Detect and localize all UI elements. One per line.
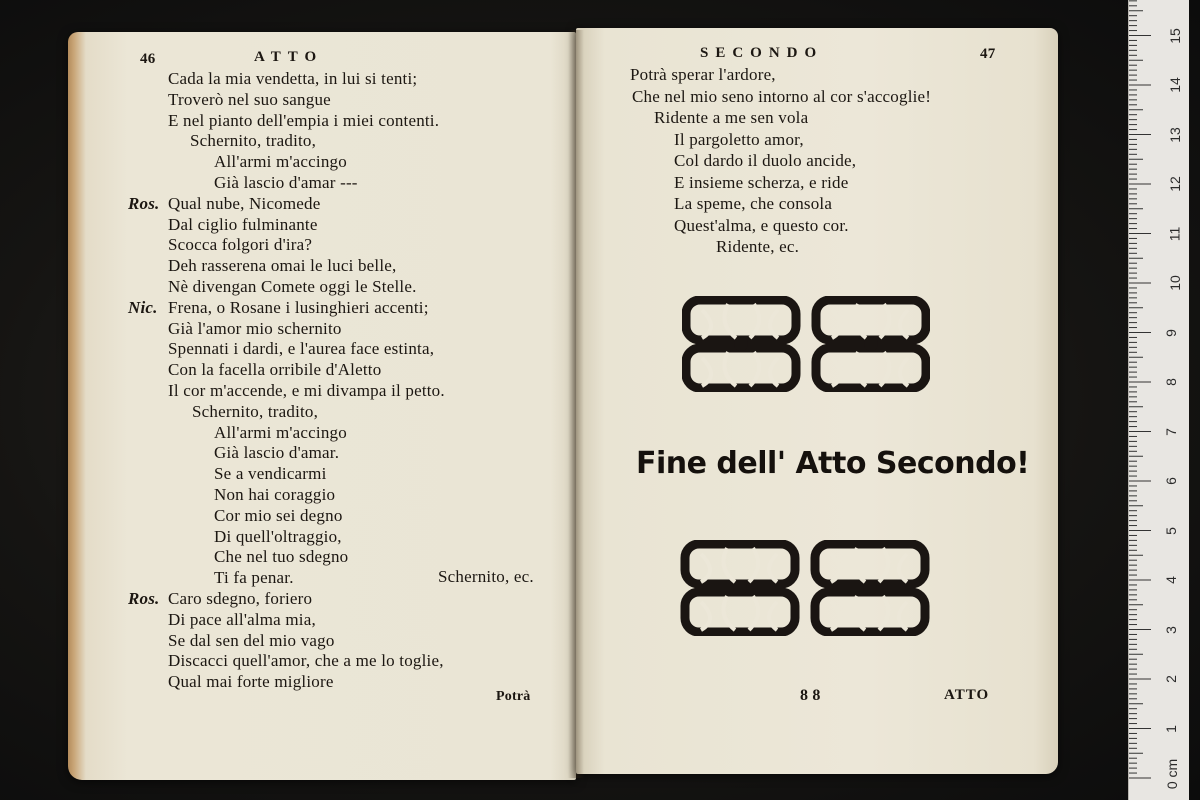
verse-line: Schernito, tradito, bbox=[192, 401, 319, 421]
verse-line: Il cor m'accende, e mi divampa il petto. bbox=[168, 381, 445, 400]
verse-line: Ridente, ec. bbox=[716, 237, 800, 256]
ruler-number: 4 bbox=[1162, 576, 1179, 584]
ruler-number: 11 bbox=[1166, 226, 1183, 241]
ruler-number: 10 bbox=[1166, 275, 1183, 291]
verse-line: Con la facella orribile d'Aletto bbox=[168, 360, 382, 380]
verse-line: Nè divengan Comete oggi le Stelle. bbox=[168, 277, 417, 296]
ruler-number: 7 bbox=[1162, 427, 1179, 436]
left-catchword: Potrà bbox=[496, 689, 531, 704]
verse-line: Cor mio sei degno bbox=[214, 505, 343, 525]
ruler-number: 14 bbox=[1166, 77, 1183, 93]
verse-line: Già lascio d'amar --- bbox=[214, 173, 358, 192]
verse-line: Dal ciglio fulminante bbox=[168, 214, 318, 234]
verse-line: Deh rasserena omai le luci belle, bbox=[168, 256, 397, 276]
verse-line: Ridente a me sen vola bbox=[654, 108, 809, 127]
right-running-head: SECONDO bbox=[700, 45, 824, 61]
verse-line: E insieme scherza, e ride bbox=[674, 172, 849, 192]
verse-line: Scocca folgori d'ira? bbox=[168, 235, 313, 255]
verse-line: Frena, o Rosane i lusinghieri accenti; bbox=[168, 297, 429, 317]
ruler-number: 5 bbox=[1162, 526, 1179, 535]
verse-line: Discacci quell'amor, che a me lo toglie, bbox=[168, 651, 444, 671]
speaker-label: Nic. bbox=[128, 297, 158, 317]
verse-line: Quest'alma, e questo cor. bbox=[674, 215, 849, 235]
ruler-unit-label: 0 cm bbox=[1164, 758, 1181, 790]
verse-line: Qual mai forte migliore bbox=[168, 672, 334, 692]
speaker-label: Ros. bbox=[128, 589, 160, 608]
verse-line: Se a vendicarmi bbox=[214, 464, 327, 484]
bottom-ornament bbox=[680, 540, 930, 636]
verse-line: Potrà sperar l'ardore, bbox=[630, 65, 776, 84]
ruler-number: 9 bbox=[1162, 328, 1179, 337]
right-page bbox=[576, 28, 1058, 774]
measuring-ruler bbox=[1128, 0, 1189, 800]
book-gutter bbox=[568, 30, 584, 778]
right-catchword: ATTO bbox=[944, 687, 990, 703]
left-page-number: 46 bbox=[140, 51, 156, 67]
left-running-head: ATTO bbox=[254, 49, 324, 65]
verse-line: Che nel mio seno intorno al cor s'accoglie! bbox=[632, 86, 932, 106]
verse-line: Di quell'oltraggio, bbox=[214, 526, 342, 546]
verse-line: Qual nube, Nicomede bbox=[168, 193, 321, 213]
verse-line: Caro sdegno, foriero bbox=[168, 589, 313, 608]
ruler-number: 13 bbox=[1166, 126, 1183, 143]
verse-line: Ti fa penar. bbox=[214, 568, 294, 588]
verse-line: E nel pianto dell'empia i miei contenti. bbox=[168, 110, 440, 130]
ruler-number: 6 bbox=[1162, 477, 1179, 485]
verse-line: Cada la mia vendetta, in lui si tenti; bbox=[168, 69, 418, 88]
ruler-number: 1 bbox=[1162, 724, 1179, 733]
signature-mark: 8 8 bbox=[800, 687, 821, 704]
verse-line: All'armi m'accingo bbox=[214, 422, 347, 442]
ornament-unit bbox=[686, 300, 796, 388]
top-ornament bbox=[682, 296, 930, 392]
ruler-number: 3 bbox=[1162, 625, 1179, 634]
end-of-act-heading: Fine dell' Atto Secondo! bbox=[636, 446, 1030, 481]
verse-line: All'armi m'accingo bbox=[214, 152, 347, 172]
ruler-number: 8 bbox=[1162, 378, 1179, 386]
verse-line: Già l'amor mio schernito bbox=[168, 318, 342, 338]
verse-line: Di pace all'alma mia, bbox=[168, 609, 316, 629]
verse-line: Che nel tuo sdegno bbox=[214, 547, 349, 567]
verse-line: La speme, che consola bbox=[674, 194, 833, 213]
verse-line: Schernito, tradito, bbox=[190, 131, 317, 151]
verse-line: Il pargoletto amor, bbox=[674, 129, 804, 149]
ruler-number: 15 bbox=[1166, 27, 1183, 44]
ruler-number: 12 bbox=[1166, 176, 1183, 192]
right-page-number: 47 bbox=[980, 46, 996, 62]
verse-line: Non hai coraggio bbox=[214, 485, 336, 504]
verse-line: Col dardo il duolo ancide, bbox=[674, 151, 857, 170]
verse-line: Spennati i dardi, e l'aurea face estinta, bbox=[168, 339, 435, 359]
ruler-ticks bbox=[1129, 0, 1189, 800]
verse-line: Se dal sen del mio vago bbox=[168, 630, 335, 650]
verse-line: Troverò nel suo sangue bbox=[168, 89, 331, 109]
left-aside: Schernito, ec. bbox=[438, 567, 534, 586]
speaker-label: Ros. bbox=[128, 193, 160, 213]
ruler-number: 2 bbox=[1162, 675, 1179, 683]
verse-line: Già lascio d'amar. bbox=[214, 443, 340, 463]
